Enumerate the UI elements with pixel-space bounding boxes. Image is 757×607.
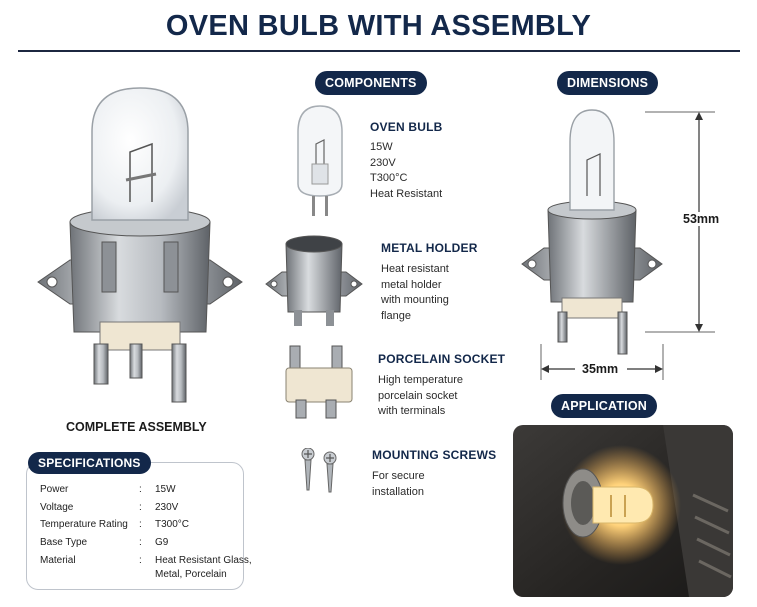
spec-key-material: Material bbox=[40, 555, 76, 566]
dimensions-label: DIMENSIONS bbox=[557, 71, 658, 95]
dimension-width: 35mm bbox=[582, 362, 619, 376]
spec-value-material: Heat Resistant Glass, bbox=[155, 555, 252, 566]
mounting-screws-description bbox=[372, 469, 425, 500]
spec-value-power: 15W bbox=[155, 484, 176, 495]
porcelain-socket-image bbox=[284, 344, 356, 420]
spec-key-base-type: Base Type bbox=[40, 537, 88, 548]
spec-value-base-type: G9 bbox=[155, 537, 169, 548]
dimension-height: 53mm bbox=[683, 212, 720, 226]
spec-value-material-line2: Metal, Porcelain bbox=[155, 569, 227, 580]
porcelain-socket-line-2: porcelain socket bbox=[378, 389, 458, 402]
components-label: COMPONENTS bbox=[315, 71, 427, 95]
porcelain-socket-description bbox=[378, 373, 463, 420]
mounting-screws-line-1: For secure bbox=[372, 470, 425, 482]
spec-value-voltage: 230V bbox=[155, 502, 179, 513]
metal-holder-image bbox=[264, 232, 364, 332]
spec-colon: : bbox=[139, 519, 142, 530]
spec-colon: : bbox=[139, 555, 142, 566]
spec-key-temperature: Temperature Rating bbox=[40, 519, 128, 530]
spec-value-temperature: T300°C bbox=[155, 519, 190, 530]
spec-colon: : bbox=[139, 484, 142, 495]
application-label: APPLICATION bbox=[551, 394, 657, 418]
application-photo bbox=[513, 425, 733, 597]
porcelain-socket-line-3: with terminals bbox=[378, 405, 446, 417]
metal-holder-line-3: with mounting bbox=[381, 294, 449, 306]
porcelain-socket-title: PORCELAIN SOCKET bbox=[378, 352, 506, 366]
spec-key-power: Power bbox=[40, 484, 69, 495]
metal-holder-title: METAL HOLDER bbox=[381, 241, 478, 255]
spec-key-voltage: Voltage bbox=[40, 502, 74, 513]
oven-bulb-line-1: 15W bbox=[370, 141, 393, 153]
oven-bulb-line-4: Heat Resistant bbox=[370, 187, 443, 200]
metal-holder-line-2: metal holder bbox=[381, 278, 442, 291]
complete-assembly-caption: COMPLETE ASSEMBLY bbox=[66, 420, 207, 434]
title-divider bbox=[18, 50, 740, 52]
specifications-label: SPECIFICATIONS bbox=[28, 452, 151, 474]
porcelain-socket-line-1: High temperature bbox=[378, 374, 463, 386]
oven-bulb-line-2: 230V bbox=[370, 156, 396, 169]
spec-colon: : bbox=[139, 537, 142, 548]
dimension-lines bbox=[535, 108, 725, 384]
oven-bulb-image bbox=[292, 104, 348, 218]
spec-colon: : bbox=[139, 502, 142, 513]
mounting-screws-title: MOUNTING SCREWS bbox=[372, 448, 497, 462]
metal-holder-line-1: Heat resistant bbox=[381, 263, 449, 275]
metal-holder-line-4: flange bbox=[381, 309, 411, 322]
mounting-screws-image bbox=[294, 448, 346, 494]
oven-bulb-line-3: T300°C bbox=[370, 172, 408, 184]
oven-bulb-description bbox=[370, 140, 442, 202]
mounting-screws-line-2: installation bbox=[372, 485, 424, 498]
complete-assembly-image bbox=[30, 82, 250, 412]
oven-bulb-title: OVEN BULB bbox=[370, 120, 443, 134]
page-title: OVEN BULB WITH ASSEMBLY bbox=[165, 10, 592, 42]
metal-holder-description bbox=[381, 262, 449, 324]
